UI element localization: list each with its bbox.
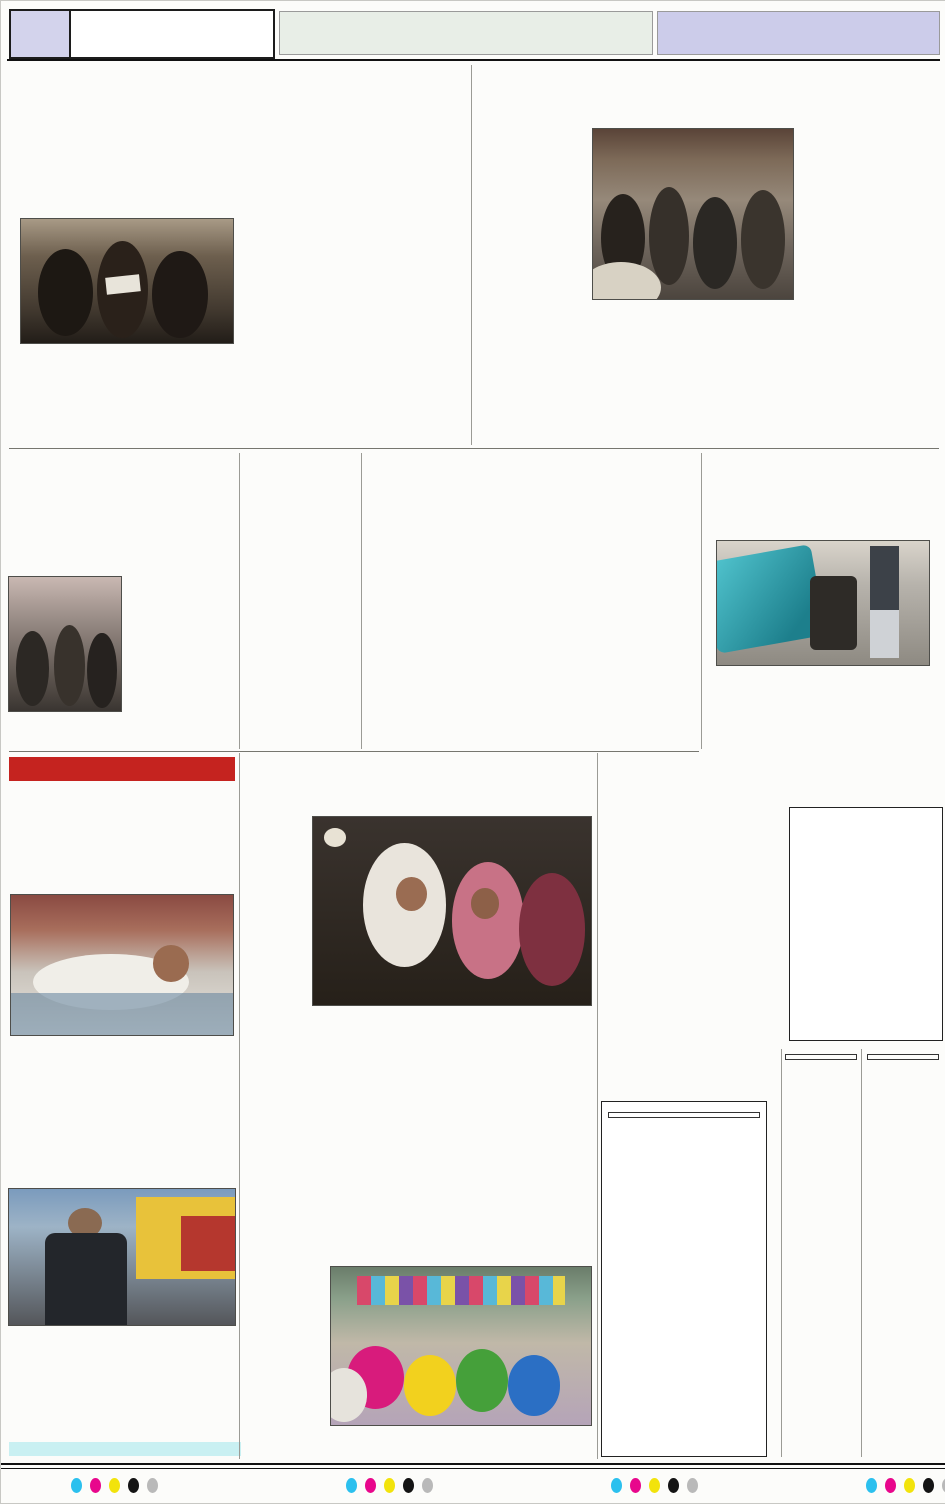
article-ranjish-body [9, 1089, 235, 1187]
magenta-dot [630, 1478, 641, 1493]
article-system-body-2 [593, 303, 793, 445]
photo-person-legs [870, 610, 900, 657]
article-jameen-body-1 [245, 817, 309, 1005]
photo-accident-crowd [9, 577, 121, 711]
article-gutter-body-1 [707, 501, 939, 539]
section-rule [9, 751, 699, 752]
photo-pink-scarf [452, 862, 524, 979]
registration-marks [611, 1478, 698, 1493]
photo-color-blue [508, 1355, 560, 1415]
article-rapido-body-3 [241, 127, 467, 445]
magenta-dot [365, 1478, 376, 1493]
yellow-dot [649, 1478, 660, 1493]
article-gutter-body-2 [707, 667, 939, 717]
photo-mourning-women [313, 817, 591, 1005]
article-janmatithi-body-1 [703, 769, 941, 805]
photo-face [471, 888, 499, 918]
photo-figure [38, 249, 93, 336]
photo-arrested-accused [21, 219, 233, 343]
black-dot [923, 1478, 934, 1493]
column-divider [701, 453, 702, 749]
photo-holi-colors [331, 1267, 591, 1425]
photo-figure [16, 631, 50, 706]
registration-marks [71, 1478, 158, 1493]
cyan-dot [611, 1478, 622, 1493]
photo-floor-light [593, 262, 661, 299]
article-bee-body-1 [9, 835, 235, 893]
article-jameen-body-2 [245, 1011, 591, 1149]
footer-rule-top [1, 1463, 945, 1465]
photo-patient-head [153, 945, 189, 981]
masthead-title [71, 11, 273, 57]
notice-signature [785, 1054, 857, 1060]
photo-color-green [456, 1349, 508, 1412]
photo-figure [693, 197, 737, 289]
photo-figure [649, 187, 689, 286]
column-divider [597, 753, 598, 1459]
notice-summons-1615 [867, 1049, 939, 1457]
column-divider [239, 753, 240, 1459]
article-rapido-body-2 [9, 347, 233, 443]
photo-color-yellow [404, 1355, 456, 1415]
article-yadav-body [9, 1361, 235, 1439]
header-regions [279, 11, 653, 55]
article-system-body-1 [475, 127, 587, 445]
photo-blanket [11, 993, 233, 1035]
black-dot [668, 1478, 679, 1493]
article-janmatithi-body-2 [703, 807, 783, 1095]
photo-gutter-pit [810, 576, 857, 650]
column-divider [861, 1049, 862, 1457]
photo-figure [741, 190, 785, 289]
column-divider [239, 453, 240, 749]
photo-hospital-crowd [593, 129, 793, 299]
article-rapido-body-1 [9, 127, 233, 217]
article-herbal-body-3 [245, 1429, 591, 1459]
column-divider [361, 453, 362, 749]
magenta-dot [885, 1478, 896, 1493]
footer-rule-bottom [1, 1468, 945, 1469]
photo-figure [87, 633, 116, 708]
gray-dot [687, 1478, 698, 1493]
article-bike-body-3 [127, 509, 235, 749]
gray-dot [422, 1478, 433, 1493]
gray-dot [147, 1478, 158, 1493]
notice-signature [608, 1112, 760, 1118]
masthead-box [9, 9, 275, 59]
notice-court-hetu [601, 1101, 767, 1457]
photo-banner-red [181, 1216, 235, 1270]
header-rule [7, 59, 940, 61]
photo-hanging-packets [357, 1276, 565, 1304]
section-rule [9, 448, 939, 449]
article-prasuta-body [367, 513, 697, 747]
photo-figure [54, 625, 85, 705]
registration-marks [866, 1478, 945, 1493]
photo-bee-victim [11, 895, 233, 1035]
yellow-dot [384, 1478, 395, 1493]
article-yadav-highlight [9, 1442, 241, 1456]
notice-summons-1353 [785, 1049, 857, 1457]
photo-person [870, 546, 900, 613]
magenta-dot [90, 1478, 101, 1493]
photo-figure [152, 251, 207, 338]
photo-paper [105, 274, 141, 295]
article-herbal-body-2 [245, 1267, 327, 1425]
cyan-dot [346, 1478, 357, 1493]
cyan-dot [71, 1478, 82, 1493]
registration-marks [346, 1478, 433, 1493]
photo-protest-man [9, 1189, 235, 1325]
notice-lost-fdr [789, 807, 943, 1041]
black-dot [128, 1478, 139, 1493]
photo-maroon-scarf [519, 873, 586, 986]
article-gangster-body [601, 827, 697, 1097]
article-sandigdh-body [245, 511, 355, 749]
article-system-body-3 [799, 127, 939, 445]
photo-man-body [45, 1233, 126, 1325]
photo-rickshaw-gutter [717, 541, 929, 665]
photo-light [324, 828, 346, 847]
article-bee-body-2 [9, 1037, 235, 1059]
article-ranjish-caption [9, 1327, 235, 1339]
cyan-dot [866, 1478, 877, 1493]
article-herbal-body-1 [245, 1183, 591, 1263]
briefs-banner [9, 757, 235, 781]
article-bike-body-2 [9, 715, 121, 747]
black-dot [403, 1478, 414, 1493]
notice-signature [867, 1054, 939, 1060]
article-bike-body-1 [9, 509, 119, 573]
column-divider [471, 65, 472, 445]
column-divider [781, 1049, 782, 1457]
page-number [11, 11, 71, 57]
header-edition-date [657, 11, 940, 55]
photo-face [396, 877, 427, 911]
yellow-dot [109, 1478, 120, 1493]
yellow-dot [904, 1478, 915, 1493]
